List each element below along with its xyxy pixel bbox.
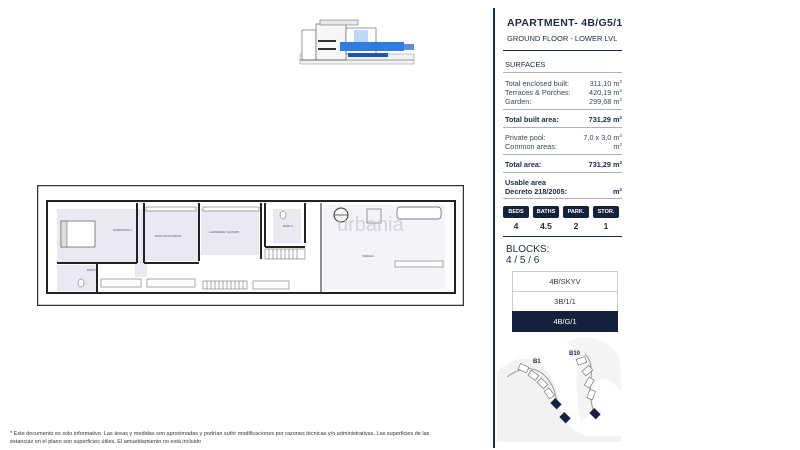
block-row-4b-skyv[interactable]: 4B/SKYV: [512, 271, 618, 292]
surface-row-common: [505, 142, 622, 151]
parking-badge: PARK.: [563, 206, 589, 218]
pool-value: 7,0 x 3,0 m: [583, 133, 620, 142]
divider-line: [503, 50, 622, 51]
usable-value-text: m: [612, 187, 620, 196]
site-map-label-b10: B10: [569, 351, 581, 357]
usable-area-label-2: Decreto 218/2005:: [505, 187, 568, 196]
divider-line: [503, 172, 622, 173]
surface-row-garden: [505, 97, 622, 106]
baths-value: 4.5: [540, 221, 552, 231]
room-label-terrace: TERRAZA: [362, 255, 375, 258]
divider-line: [503, 109, 622, 110]
apartment-subtitle: GROUND FLOOR - LOWER LVL: [507, 34, 618, 43]
apartment-title: APARTMENT- 4B/G5/1: [507, 17, 623, 29]
enclosed-value: 311,10 m: [589, 79, 620, 88]
watermark-text: urbania: [337, 214, 404, 236]
footnote-line-2: estancias en el plano son superficies útiles. El amueblamiento no está incluido: [10, 439, 202, 445]
garden-label: Garden:: [505, 97, 532, 106]
enclosed-label: Total enclosed built:: [505, 79, 570, 88]
terraces-label: Terraces & Porches:: [505, 88, 571, 97]
divider-line: [503, 154, 622, 155]
unit-sup: 2: [619, 160, 622, 165]
unit-sup: 2: [619, 88, 622, 93]
total-built-label: Total built area:: [505, 115, 559, 124]
pool-label: Private pool:: [505, 133, 546, 142]
storage-value: 1: [603, 221, 609, 231]
room-label-bedroom4: DORMITORIO 4: [113, 229, 132, 232]
building-elevation-thumbnail: [298, 14, 416, 66]
usable-area-label-1: Usable area: [505, 178, 546, 187]
divider-line: [503, 236, 622, 237]
common-value: m: [613, 142, 620, 151]
vertical-divider: [493, 8, 495, 448]
floor-plan: [37, 185, 464, 306]
surface-row-pool: [505, 133, 622, 142]
room-label-bath4: BAÑO 4: [283, 225, 293, 228]
disclaimer-footnote: [10, 430, 480, 446]
total-value: 731,29 m: [588, 160, 620, 169]
footnote-line-1: * Este documento es solo informativo. Las áreas y medidas son aproximadas y podrían sufrir modificaciones por razones técnicas y/o administrativas. Las superficies de las: [10, 431, 430, 437]
surface-row-enclosed: [505, 79, 622, 88]
usable-area-value: [600, 187, 622, 196]
baths-badge: BATHS: [533, 206, 559, 218]
block-row-3b-1-1[interactable]: 3B/1/1: [512, 291, 618, 312]
divider-line: [503, 72, 622, 73]
common-label: Common areas:: [505, 142, 557, 151]
blocks-value: 4 / 5 / 6: [506, 255, 540, 266]
total-label: Total area:: [505, 160, 542, 169]
surface-row-total-built: [505, 115, 622, 124]
unit-sup: 2: [619, 142, 622, 147]
storage-badge: STOR.: [593, 206, 619, 218]
unit-sup: 2: [619, 97, 622, 102]
blocks-label: BLOCKS:: [506, 244, 550, 255]
total-built-value: 731,29 m: [588, 115, 620, 124]
beds-value: 4: [513, 221, 519, 231]
divider-line: [503, 198, 622, 199]
room-label-bath5: BAÑO 5: [87, 269, 97, 272]
site-map-label-b1: B1: [533, 359, 541, 365]
surface-row-total: [505, 160, 622, 169]
block-row-4b-g-1[interactable]: 4B/G/1: [512, 311, 618, 332]
beds-badge: BEDS: [503, 206, 529, 218]
unit-sup: 2: [619, 187, 622, 192]
surface-row-terraces: [505, 88, 622, 97]
divider-line: [503, 127, 622, 128]
room-label-guest-bath: BAÑO DE INVITADOS: [155, 235, 182, 238]
unit-sup: 2: [619, 133, 622, 138]
room-label-laundry: LAVANDERÍA / LAUNDRY: [209, 231, 240, 234]
garden-value: 299,68 m: [589, 97, 620, 106]
parking-value: 2: [573, 221, 579, 231]
unit-sup: 2: [619, 79, 622, 84]
unit-sup: 2: [619, 115, 622, 120]
terraces-value: 420,19 m: [589, 88, 620, 97]
surfaces-heading: SURFACES: [505, 60, 546, 69]
site-map: [497, 332, 621, 442]
